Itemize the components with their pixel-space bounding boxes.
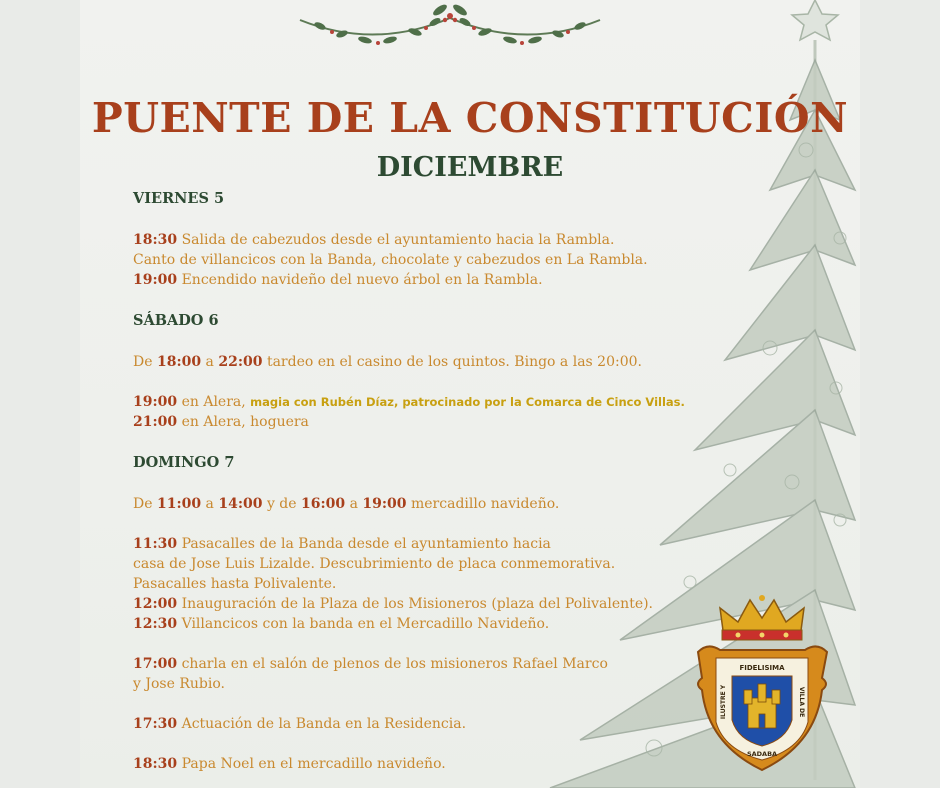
crest-bottom-text: SADABA: [746, 750, 778, 758]
castle-icon: [744, 684, 780, 728]
crown-icon: [720, 595, 804, 640]
program-list: [133, 188, 733, 774]
crest-right-text: VILLA DE: [798, 686, 805, 718]
event-line: 18:30 Salida de cabezudos desde el ayuntamiento hacia la Rambla.: [133, 232, 615, 248]
event-line: 18:30 Papa Noel en el mercadillo navideño.: [133, 756, 446, 772]
event-line: De 18:00 a 22:00 tardeo en el casino de los quintos. Bingo a las 20:00.: [133, 354, 642, 370]
day-heading-viernes: VIERNES 5: [133, 190, 225, 207]
event-line: 19:00 Encendido navideño del nuevo árbol en la Rambla.: [133, 272, 543, 288]
crest-left-text: ILUSTRE Y: [720, 684, 727, 720]
event-line: Canto de villancicos con la Banda, chocolate y cabezudos en La Rambla.: [133, 252, 648, 268]
event-line: y Jose Rubio.: [133, 676, 225, 692]
event-line: 11:30 Pasacalles de la Banda desde el ayuntamiento hacia: [133, 536, 551, 552]
event-line: 19:00 en Alera, magia con Rubén Díaz, patrocinado por la Comarca de Cinco Villas.: [133, 394, 685, 410]
event-line: 17:30 Actuación de la Banda en la Residencia.: [133, 716, 467, 732]
event-line: casa de Jose Luis Lizalde. Descubrimiento de placa conmemorativa.: [133, 556, 616, 572]
event-line: Pasacalles hasta Polivalente.: [133, 576, 337, 592]
event-line: De 11:00 a 14:00 y de 16:00 a 19:00 mercadillo navideño.: [133, 496, 560, 512]
sponsor-note: magia con Rubén Díaz, patrocinado por la Comarca de Cinco Villas.: [250, 395, 685, 409]
page-title: PUENTE DE LA CONSTITUCIÓN: [91, 94, 849, 142]
coat-of-arms: [690, 594, 835, 774]
crest-top-text: FIDELISIMA: [739, 664, 785, 672]
event-line: 21:00 en Alera, hoguera: [133, 414, 309, 430]
event-line: 12:30 Villancicos con la banda en el Mercadillo Navideño.: [133, 616, 550, 632]
event-line: 12:00 Inauguración de la Plaza de los Misioneros (plaza del Polivalente).: [133, 596, 654, 612]
day-heading-sabado: SÁBADO 6: [133, 312, 219, 329]
day-heading-domingo: DOMINGO 7: [133, 454, 235, 471]
star-icon: [792, 0, 838, 40]
page-subtitle: DICIEMBRE: [376, 152, 564, 183]
event-line: 17:00 charla en el salón de plenos de los misioneros Rafael Marco: [133, 656, 608, 672]
